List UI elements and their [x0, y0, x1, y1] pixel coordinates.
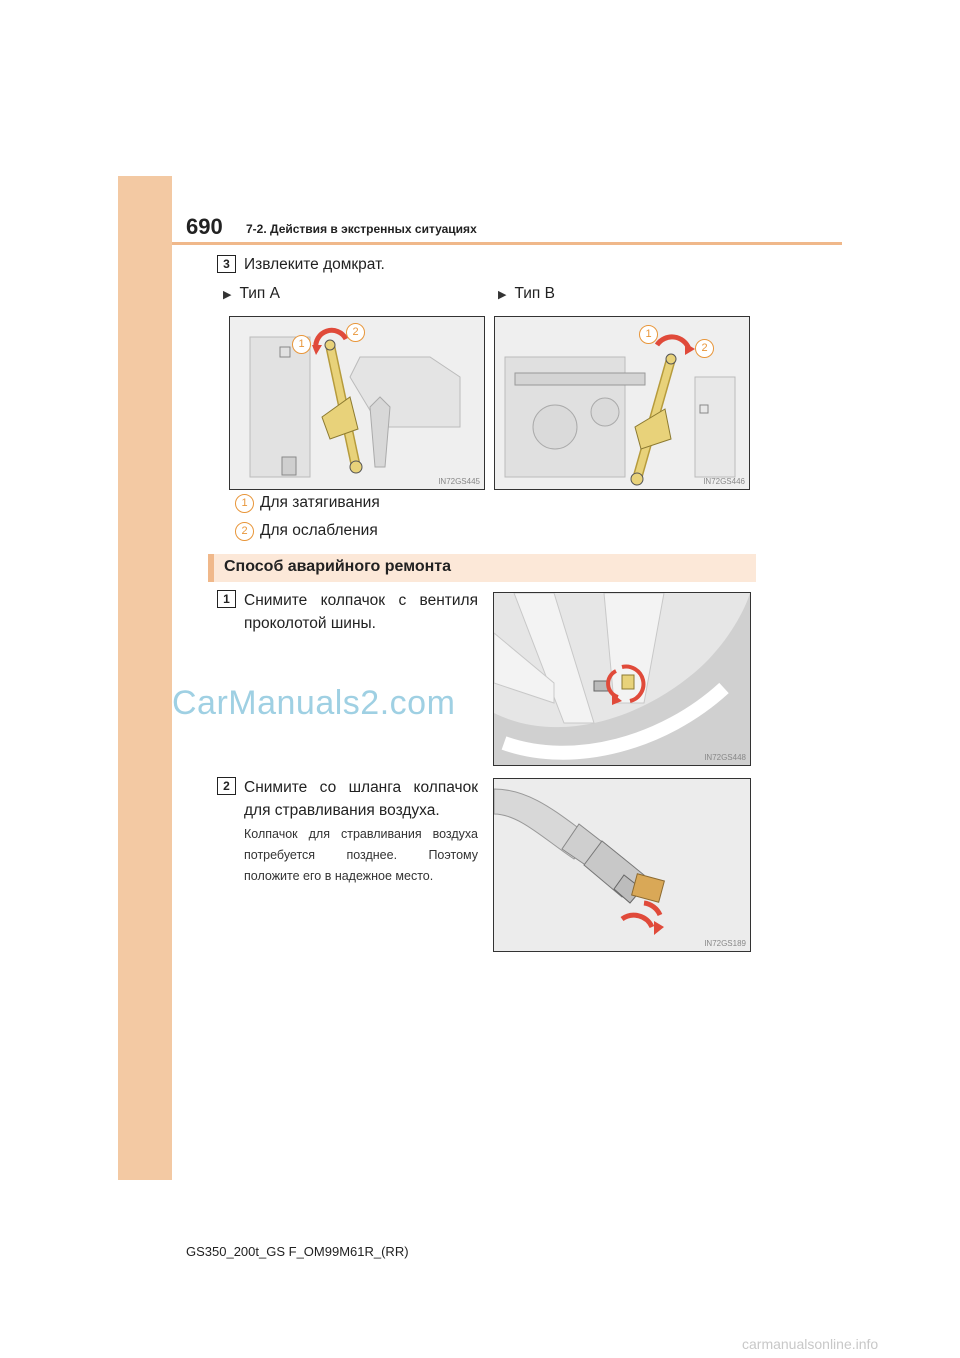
type-b-label: [498, 285, 555, 303]
legend-2-icon: 2: [235, 522, 254, 541]
page-number: 690: [186, 214, 223, 239]
hose-cap-illustration: [494, 779, 750, 951]
repair-step-2-badge: 2: [217, 777, 236, 795]
step-3-badge: 3: [217, 255, 236, 273]
triangle-bullet-icon: ▶: [498, 289, 507, 301]
image-code: IN72GS189: [704, 939, 746, 948]
repair-step-2-text: Снимите со шланга колпачок для стравливания воздуха.: [244, 779, 478, 819]
repair-step-1-badge: 1: [217, 590, 236, 608]
legend-1-text: Для затягивания: [260, 494, 380, 511]
legend-1-icon: 1: [235, 494, 254, 513]
repair-step-1-text: Снимите колпачок с вентиля проколотой шины.: [244, 592, 478, 632]
type-a-text: Тип A: [239, 285, 280, 302]
watermark: CarManuals2.com: [172, 684, 456, 722]
header-divider: [172, 242, 842, 245]
callout-1-icon: 1: [292, 335, 311, 354]
callout-2-icon: 2: [346, 323, 365, 342]
step-3-text: Извлеките домкрат.: [244, 256, 385, 273]
jack-type-a-illustration: [230, 317, 484, 489]
section-banner: [208, 554, 756, 582]
hose-cap-image: [493, 778, 751, 952]
footer-model-code: GS350_200t_GS F_OM99M61R_(RR): [186, 1244, 409, 1259]
image-code: IN72GS445: [438, 477, 480, 486]
repair-step-2-note: Колпачок для стравливания воздуха потребуется позднее. Поэтому положите его в надежное место.: [244, 827, 478, 883]
triangle-bullet-icon: ▶: [223, 289, 232, 301]
callout-1-icon: 1: [639, 325, 658, 344]
image-code: IN72GS446: [703, 477, 745, 486]
section-title: 7-2. Действия в экстренных ситуациях: [246, 222, 477, 236]
image-code: IN72GS448: [704, 753, 746, 762]
wheel-valve-illustration: [494, 593, 750, 765]
valve-cap-image: [493, 592, 751, 766]
callout-2-icon: 2: [695, 339, 714, 358]
jack-type-a-image: [229, 316, 485, 490]
legend-2-text: Для ослабления: [260, 522, 378, 539]
footer-site: carmanualsonline.info: [742, 1336, 879, 1352]
banner-title: Способ аварийного ремонта: [224, 558, 452, 575]
type-a-label: [223, 285, 280, 303]
type-b-text: Тип B: [514, 285, 555, 302]
jack-type-b-image: [494, 316, 750, 490]
side-tab: [118, 176, 172, 1180]
